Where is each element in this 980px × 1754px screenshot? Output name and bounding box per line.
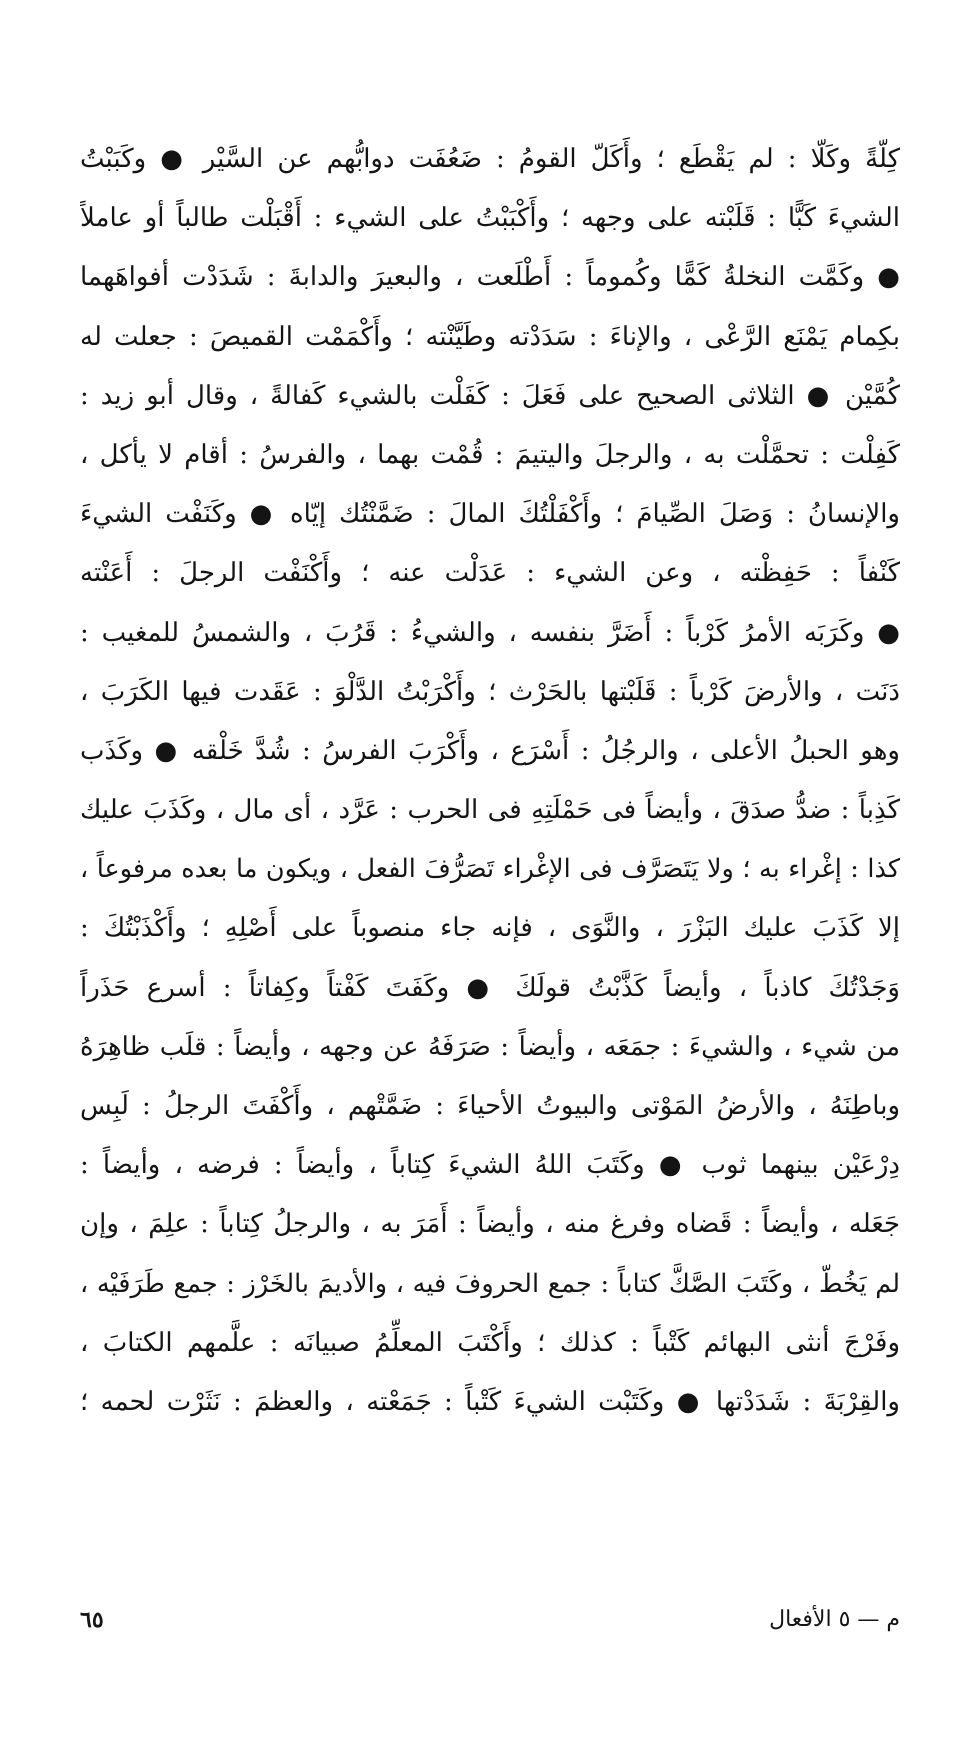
text-line: وباطِنَهُ ، والأرضُ المَوْتى والبيوتُ الأحياءَ : ضَمَّتْهم ، وأَكْفَتَ الرجلُ : لَبِس: [80, 1091, 900, 1121]
text-line: من شيء ، والشيءَ : جمَعَه ، وأيضاً : صَرَفَهُ عن وجهه ، وأيضاً : قلَب ظاهِرَهُ: [80, 1031, 900, 1062]
signature-mark: م — ٥ الأفعال: [769, 1607, 900, 1632]
text-line: كَذِباً : ضدُّ صدَقَ ، وأيضاً فى حَمْلَتِهِ فى الحرب : عَرَّد ، أى مال ، وكَذَبَ عليك: [80, 795, 900, 826]
text-line: والإنسانُ : وَصَلَ الصِّيامَ ؛ وأَكْفَلْتُكَ المالَ : ضَمَّنْتُك إيّاه ● وكَنَفْت الشيءَ: [80, 499, 900, 530]
text-line: لم يَخُطّ ، وكَتَبَ الصَّكَّ كتاباً : جمع الحروفَ فيه ، والأديمَ بالخَرْز : جمع طَرَفَيْه ،: [80, 1268, 900, 1299]
text-line: ● وكَمَّت النخلةُ كَمًّا وكُموماً : أَطْلَعت ، والبعيرَ والدابةَ : شَدَدْت أفواهَهما: [80, 262, 900, 293]
text-line: بكِمام يَمْنَع الرَّعْى ، والإناءَ : سَدَدْته وطَيَّنْته ؛ وأَكْمَمْت القميصَ : جعلت له: [80, 321, 900, 352]
text-line: وهو الحبلُ الأعلى ، والرجُلُ : أَسْرَع ، وأَكْرَبَ الفرسُ : شُدَّ خَلْقه ● وكَذَب: [80, 735, 900, 766]
text-line: دَنَت ، والأرضَ كَرْباً : قَلَبْتها بالحَرْث ؛ وأَكْرَبْتُ الدَّلْوَ : عَقَدت فيها الكَرَبَ ،: [80, 676, 900, 707]
text-line: وَجَدْتُكَ كاذباً ، وأيضاً كَذَّبْتُ قولَكَ ● وكَفَتَ كَفْتاً وكِفاتاً : أسرع حَذَراً: [80, 972, 900, 1003]
text-line: دِرْعَيْن بينهما ثوب ● وكَتَبَ اللهُ الشيءَ كِتاباً ، وأيضاً : فرضه ، وأيضاً :: [80, 1150, 900, 1181]
text-line: كِلّةً وكَلّا : لم يَقْطَع ؛ وأَكَلّ القومُ : ضَعُفَت دوابُّهم عن السَّيْر ● وكَبَبْتُ: [80, 144, 900, 174]
text-line: إلا كَذَبَ عليك البَزْرَ ، والنَّوَى ، فإنه جاء منصوباً على أَصْلِهِ ؛ وأَكْذَبْتُكَ :: [80, 913, 900, 944]
main-text: [80, 130, 900, 1432]
text-line: كذا : إغْراء به ؛ ولا يَتَصَرَّف فى الإغْراء تَصَرُّفَ الفعل ، ويكون ما بعده مرفوعاً ،: [80, 854, 900, 885]
text-line: جَعَله ، وأيضاً : قَضاه وفرغ منه ، وأيضاً : أَمَرَ به ، والرجلُ كِتاباً : علِمَ ، وإن: [80, 1209, 900, 1240]
page-footer: [80, 1600, 900, 1640]
text-line: كُمَّيْن ● الثلاثى الصحيح على فَعَلَ : كَفَلْت بالشيء كَفالةً ، وقال أبو زيد :: [80, 380, 900, 411]
text-line: كَفِلْت : تحمَّلْت به ، والرجلَ واليتيمَ : قُمْت بهما ، والفرسُ : أقام لا يأكل ،: [80, 439, 900, 470]
page-number: ٦٥: [80, 1607, 104, 1633]
text-line: وفَرْجَ أنثى البهائم كَتْباً : كذلك ؛ وأَكْتَبَ المعلِّمُ صبيانَه : علَّمهم الكتابَ ،: [80, 1327, 900, 1358]
text-line: ● وكَرَبَه الأمرُ كَرْباً : أَضَرَّ بنفسه ، والشيءُ : قَرُبَ ، والشمسُ للمغيب :: [80, 617, 900, 648]
text-line: والقِرْبَةَ : شَدَدْتها ● وكَتَبْت الشيءَ كَتْباً : جَمَعْته ، والعظمَ : نَثَرْت لحمه ؛: [80, 1386, 900, 1417]
text-line: كَنْفاً : حَفِظْته ، وعن الشيء : عَدَلْت عنه ؛ وأَكْنَفْت الرجلَ : أَعَنْته: [80, 558, 900, 589]
text-line: الشيءَ كَبًّا : قَلَبْته على وجهه ؛ وأَكْبَبْتُ على الشيء : أَقْبَلْت طالباً أو عاملاً: [80, 203, 900, 234]
